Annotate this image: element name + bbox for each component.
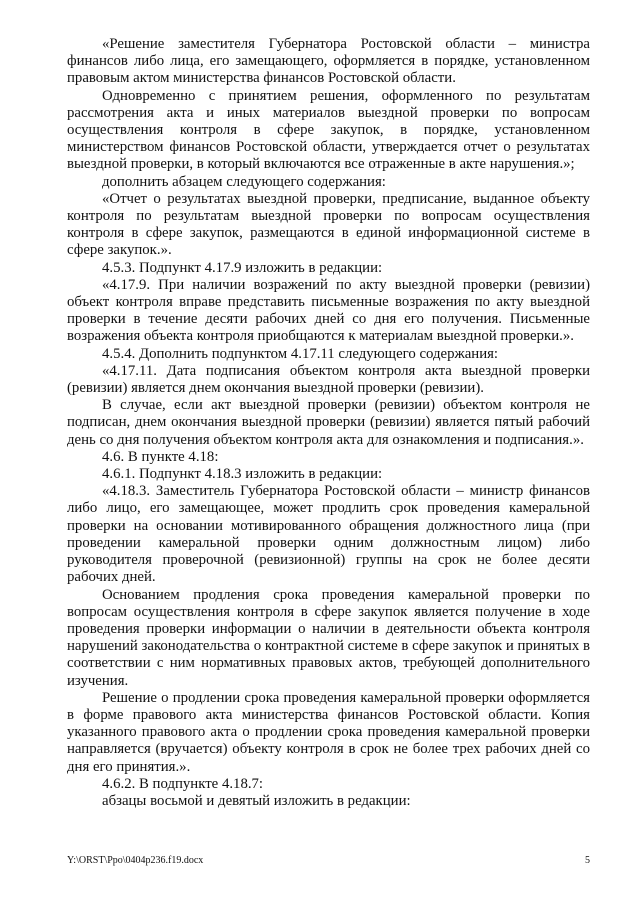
paragraph-9: В случае, если акт выездной проверки (ревизии) объектом контроля не подписан, днем окончания выездной проверки (ревизии) является пятый рабочий день со дня получения объектом контроля акта для ознакомления и подписания.». [67, 397, 590, 448]
paragraph-5: 4.5.3. Подпункт 4.17.9 изложить в редакции: [102, 259, 383, 276]
paragraph-13: Основанием продления срока проведения камеральной проверки по вопросам осуществления контроля в сфере закупок является получение в ходе проведения проверки информации о наличии в деятельности объекта контроля нарушений законодательства о контрактной системе в сфере закупок и принятых в соответствии с ним нормативных правовых актов, требующей дополнительного изучения. [67, 586, 590, 689]
paragraph-15: 4.6.2. В подпункте 4.18.7: [102, 775, 264, 792]
footer-file-path: Y:\ORST\Ppo\0404p236.f19.docx [67, 855, 204, 866]
page-footer [67, 855, 590, 867]
paragraph-11: 4.6.1. Подпункт 4.18.3 изложить в редакции: [102, 466, 383, 483]
paragraph-6: «4.17.9. При наличии возражений по акту выездной проверки (ревизии) объект контроля вправе представить письменные возражения по акту выездной проверки в течение десяти рабочих дней со дня его получения. Письменные возражения объекта контроля приобщаются к материалам выездной проверки.». [67, 276, 590, 345]
paragraph-2: Одновременно с принятием решения, оформленного по результатам рассмотрения акта и иных материалов выездной проверки по вопросам осуществления контроля в сфере закупок, в порядке, установленном министерством финансов Ростовской области, утверждается отчет о результатах выездной проверки, в который включаются все отраженные в акте нарушения.»; [67, 87, 590, 173]
paragraph-1: «Решение заместителя Губернатора Ростовской области – министра финансов либо лица, его замещающего, оформляется в порядке, установленном правовым актом министерства финансов Ростовской области. [67, 36, 590, 87]
paragraph-8: «4.17.11. Дата подписания объектом контроля акта выездной проверки (ревизии) является днем окончания выездной проверки (ревизии). [67, 362, 590, 397]
paragraph-14: Решение о продлении срока проведения камеральной проверки оформляется в форме правового акта министерства финансов Ростовской области. Копия указанного правового акта о продлении срока проведения камеральной проверки направляется (вручается) объекту контроля в срок не более трех рабочих дней со дня его принятия.». [67, 689, 590, 775]
footer-page-number: 5 [585, 855, 590, 866]
paragraph-16: абзацы восьмой и девятый изложить в редакции: [102, 792, 411, 809]
paragraph-7: 4.5.4. Дополнить подпунктом 4.17.11 следующего содержания: [102, 345, 499, 362]
paragraph-4: «Отчет о результатах выездной проверки, предписание, выданное объекту контроля по результатам выездной проверки по вопросам осуществления контроля в сфере закупок, размещаются в единой информационной системе в сфере закупок.». [67, 190, 590, 259]
paragraph-12: «4.18.3. Заместитель Губернатора Ростовской области – министр финансов либо лицо, его замещающее, может продлить срок проведения камеральной проверки на основании мотивированного обращения должностного лица (при проведении камеральной проверки одним должностным лицом) либо руководителя проверочной (ревизионной) группы на срок не более десяти рабочих дней. [67, 483, 590, 586]
paragraph-10: 4.6. В пункте 4.18: [102, 448, 219, 465]
document-body [67, 36, 590, 810]
paragraph-3: дополнить абзацем следующего содержания: [102, 173, 386, 190]
